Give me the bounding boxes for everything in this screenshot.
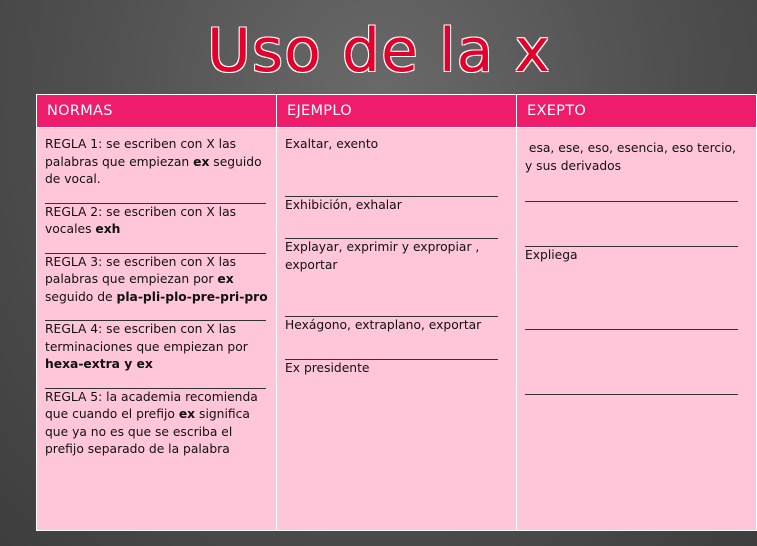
separator-line — [525, 187, 738, 202]
separator-line — [45, 239, 266, 254]
example-3: Explayar, exprimir y expropiar , exportar — [285, 240, 484, 272]
separator-line — [45, 374, 266, 389]
exception-1: esa, ese, eso, esencia, eso tercio, y sus derivados — [525, 141, 744, 173]
separator-line — [525, 232, 738, 247]
table-row — [37, 128, 757, 531]
ejemplo-cell — [277, 128, 517, 531]
separator-line — [45, 189, 266, 204]
rule-3: REGLA 3: se escriben con X las palabras que empiezan por ex seguido de pla-pli-plo-pre-pri-pro — [45, 254, 268, 304]
table-header-row — [37, 95, 757, 128]
header-exepto: EXEPTO — [517, 95, 757, 128]
rules-table — [36, 94, 757, 531]
example-1: Exaltar, exento — [285, 137, 379, 151]
rule-2: REGLA 2: se escriben con X las vocales exh — [45, 204, 240, 236]
separator-line — [45, 306, 266, 321]
example-2: Exhibición, exhalar — [285, 197, 402, 212]
header-normas: NORMAS — [37, 95, 277, 128]
rule-1: REGLA 1: se escriben con X las palabras que empiezan ex seguido de vocal. — [45, 137, 266, 186]
separator-line — [525, 315, 738, 330]
separator-line — [285, 302, 498, 317]
separator-line — [285, 345, 498, 360]
rule-4: REGLA 4: se escriben con X las terminaciones que empiezan por hexa-extra y ex — [45, 322, 256, 371]
exepto-cell — [517, 128, 757, 531]
separator-line — [285, 224, 498, 239]
rule-5: REGLA 5: la academia recomienda que cuando el prefijo ex significa que ya no es que se escriba el prefijo separado de la palabra — [45, 389, 262, 456]
separator-line — [285, 182, 498, 197]
separator-line — [525, 380, 738, 395]
normas-cell — [37, 128, 277, 531]
slide-title: Uso de la x — [206, 16, 552, 86]
header-ejemplo: EJEMPLO — [277, 95, 517, 128]
example-5: Ex presidente — [285, 360, 370, 375]
example-4: Hexágono, extraplano, exportar — [285, 318, 482, 332]
exception-3: Expliega — [525, 248, 578, 262]
